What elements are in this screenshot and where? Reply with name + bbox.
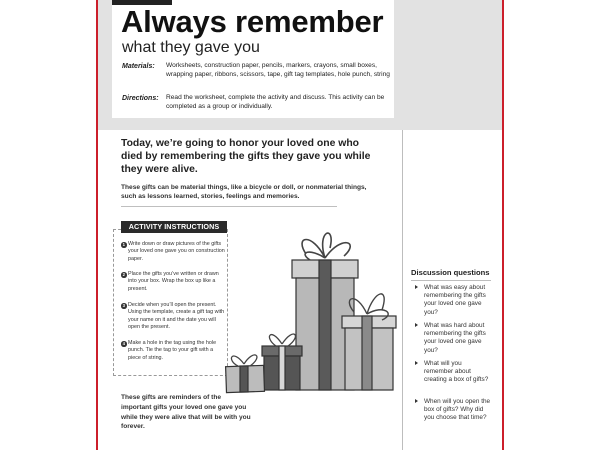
outro-text: These gifts are reminders of the important gifts your loved one gave you while they were alive that will be with you forever. bbox=[121, 394, 251, 431]
intro-body: These gifts can be material things, like a bicycle or doll, or nonmaterial things, such as lessons learned, stories, feelings and memories. bbox=[121, 184, 367, 200]
activity-header: ACTIVITY INSTRUCTIONS bbox=[121, 221, 227, 233]
step-text: Decide when you’ll open the present. Using the template, create a gift tag with your name on it and the date you will open the present. bbox=[128, 302, 225, 330]
question-text: What was hard about remembering the gifts your loved one gave you? bbox=[424, 322, 486, 354]
tiny-gift-box bbox=[226, 355, 265, 393]
discussion-question-2 bbox=[416, 322, 492, 355]
question-text: What was easy about remembering the gifts your loved one gave you? bbox=[424, 284, 486, 316]
question-text: When will you open the box of gifts? Why did you choose that time? bbox=[424, 398, 491, 422]
page-subtitle: what they gave you bbox=[122, 39, 260, 56]
discussion-question-1 bbox=[416, 284, 492, 317]
step-text: Make a hole in the tag using the hole punch. Tie the tag to your gift with a piece of string. bbox=[128, 340, 217, 361]
intro-heading: Today, we’re going to honor your loved one who died by remembering the gifts they gave you while they were alive. bbox=[121, 138, 371, 175]
step-number: 1 bbox=[122, 242, 125, 247]
step-number: 2 bbox=[122, 272, 125, 277]
discussion-divider bbox=[411, 280, 491, 281]
discussion-title: Discussion questions bbox=[411, 268, 490, 277]
activity-step-4 bbox=[121, 340, 227, 362]
step-number: 4 bbox=[122, 341, 125, 346]
activity-step-3 bbox=[121, 302, 227, 331]
activity-step-1 bbox=[121, 241, 227, 263]
materials-text: Worksheets, construction paper, pencils, markers, crayons, small boxes, wrapping paper, ribbons, scissors, tape, gift tag templates, hole punch, string bbox=[166, 62, 390, 78]
column-divider bbox=[402, 130, 403, 450]
intro-divider bbox=[121, 206, 337, 207]
question-text: What will you remember about creating a box of gifts? bbox=[424, 360, 489, 384]
triangle-bullet-icon bbox=[415, 361, 418, 365]
discussion-question-3 bbox=[416, 360, 492, 385]
page-title: Always remember bbox=[121, 4, 384, 39]
directions-text: Read the worksheet, complete the activity and discuss. This activity can be completed as a group or individually. bbox=[166, 94, 385, 110]
step-text: Place the gifts you’ve written or drawn into your box. Wrap the box up like a present. bbox=[128, 271, 219, 292]
directions-label: Directions: bbox=[122, 95, 159, 102]
red-frame-right bbox=[502, 0, 504, 450]
materials-label: Materials: bbox=[122, 63, 155, 70]
discussion-question-4 bbox=[416, 398, 492, 423]
activity-step-2 bbox=[121, 271, 227, 293]
step-number: 3 bbox=[122, 303, 125, 308]
triangle-bullet-icon bbox=[415, 323, 418, 327]
step-text: Write down or draw pictures of the gifts your loved one gave you on construction paper. bbox=[128, 241, 225, 262]
triangle-bullet-icon bbox=[415, 285, 418, 289]
triangle-bullet-icon bbox=[415, 399, 418, 403]
gift-boxes-illustration bbox=[224, 228, 400, 398]
